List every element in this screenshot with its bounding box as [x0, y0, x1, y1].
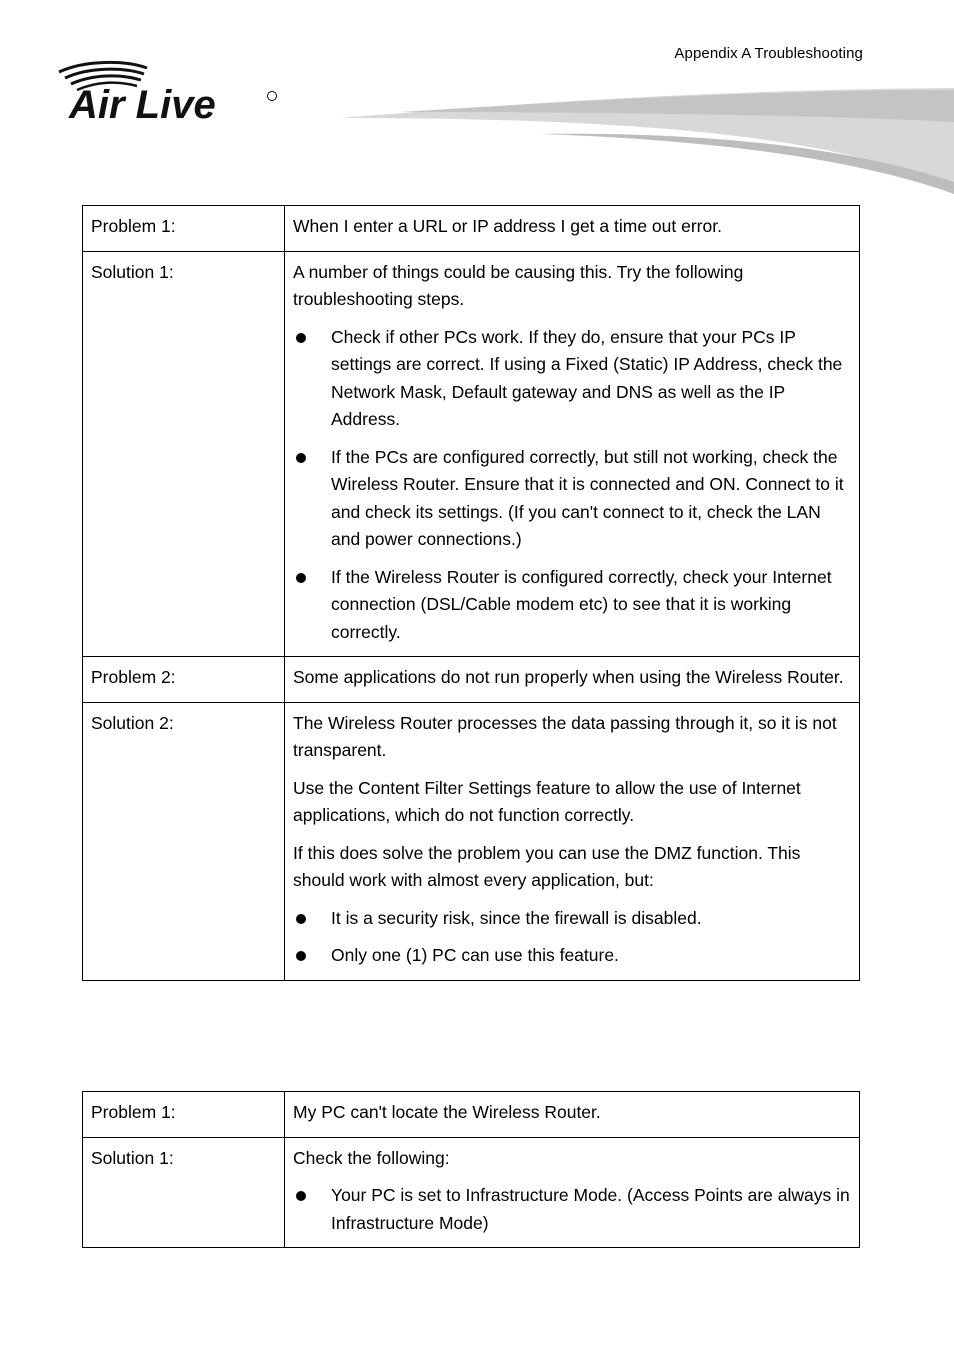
row-label: Problem 1:	[83, 1092, 285, 1138]
table-body	[83, 206, 860, 981]
row-content	[285, 1137, 860, 1248]
list-item	[293, 324, 851, 434]
troubleshooting-table-2	[82, 1091, 860, 1248]
list-item	[293, 564, 851, 647]
row-content	[285, 206, 860, 252]
row-paragraph: My PC can't locate the Wireless Router.	[293, 1102, 601, 1122]
row-paragraph: A number of things could be causing this. Try the following troubleshooting steps.	[293, 261, 744, 309]
table-row	[83, 1137, 860, 1248]
list-item	[293, 444, 851, 554]
bullet-list	[293, 905, 851, 970]
table-row	[83, 206, 860, 252]
list-item-text: Your PC is set to Infrastructure Mode. (Access Points are always in Infrastructure Mode)	[331, 1185, 850, 1233]
list-item-text: Only one (1) PC can use this feature.	[331, 945, 619, 965]
list-item-text: If the PCs are configured correctly, but still not working, check the Wireless Router. Ensure that it is connected and ON. Connect to it and check its settings. (If you can't connect to it, check the LAN and power connections.)	[331, 446, 844, 549]
row-paragraph: The Wireless Router processes the data passing through it, so it is not transparent.	[293, 712, 837, 760]
table-row	[83, 1092, 860, 1138]
list-item	[293, 905, 851, 933]
list-item-text: If the Wireless Router is configured correctly, check your Internet connection (DSL/Cable modem etc) to see that it is working correctly.	[331, 566, 832, 642]
troubleshooting-table-1	[82, 205, 860, 981]
row-content	[285, 251, 860, 657]
row-content	[285, 657, 860, 703]
list-item	[293, 1182, 851, 1237]
list-item-text: Check if other PCs work. If they do, ensure that your PCs IP settings are correct. If using a Fixed (Static) IP Address, check the Network Mask, Default gateway and DNS as well as the IP Address.	[331, 326, 843, 429]
row-content	[285, 702, 860, 980]
bullet-dot-icon	[296, 333, 306, 343]
bullet-dot-icon	[296, 453, 306, 463]
row-label: Solution 1:	[83, 251, 285, 657]
row-label: Solution 1:	[83, 1137, 285, 1248]
row-paragraph: When I enter a URL or IP address I get a time out error.	[293, 216, 722, 236]
row-paragraph: Check the following:	[293, 1147, 450, 1168]
bullet-list	[293, 1182, 851, 1237]
list-item	[293, 942, 851, 970]
table-row	[83, 702, 860, 980]
list-item-text: It is a security risk, since the firewall is disabled.	[331, 907, 702, 928]
airlive-logo	[55, 58, 283, 128]
bullet-dot-icon	[296, 951, 306, 961]
page-header-section: Appendix A Troubleshooting	[674, 45, 863, 62]
row-paragraph: If this does solve the problem you can use the DMZ function. This should work with almost every application, but:	[293, 842, 801, 890]
table-body	[83, 1092, 860, 1248]
table-row	[83, 251, 860, 657]
row-label: Problem 2:	[83, 657, 285, 703]
bullet-list	[293, 324, 851, 647]
row-paragraph: Some applications do not run properly when using the Wireless Router.	[293, 667, 844, 687]
row-label: Problem 1:	[83, 206, 285, 252]
row-paragraph: Use the Content Filter Settings feature to allow the use of Internet applications, which do not function correctly.	[293, 777, 801, 825]
bullet-dot-icon	[296, 1191, 306, 1201]
row-content	[285, 1092, 860, 1138]
bullet-dot-icon	[296, 914, 306, 924]
logo-text: Air Live	[69, 83, 216, 127]
row-label: Solution 2:	[83, 702, 285, 980]
header-swoosh-decoration	[340, 82, 954, 200]
bullet-dot-icon	[296, 573, 306, 583]
table-row	[83, 657, 860, 703]
